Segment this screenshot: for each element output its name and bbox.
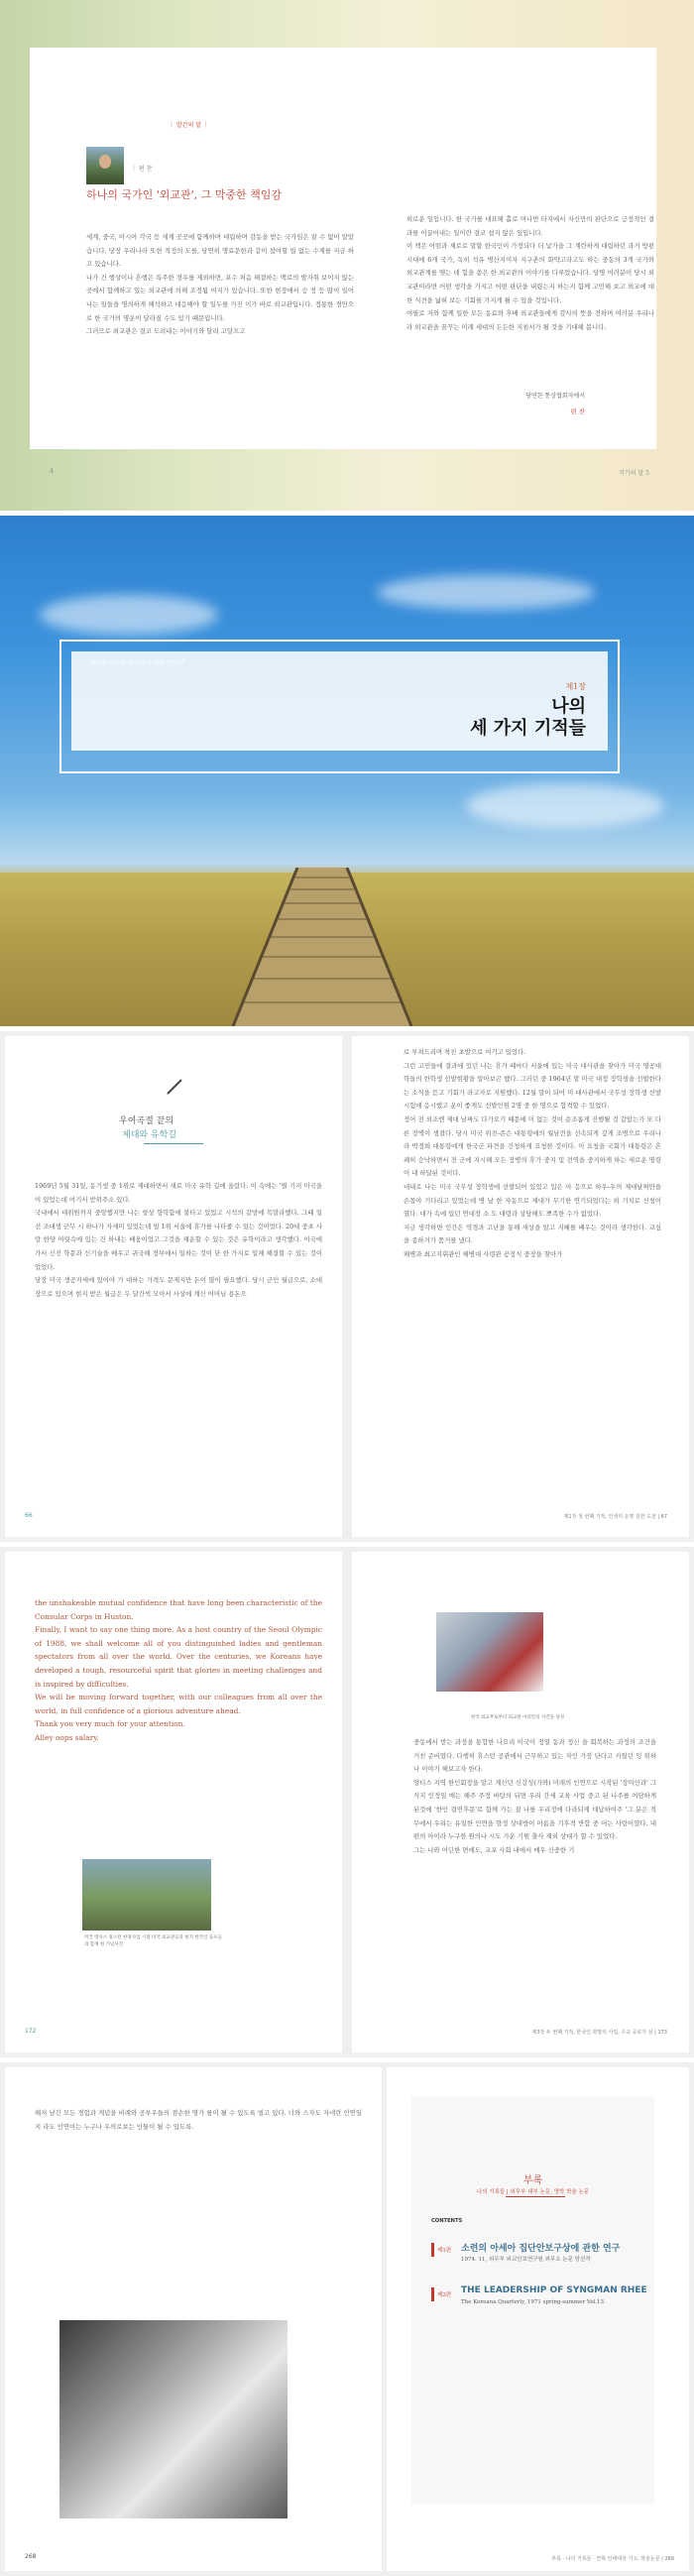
left-page: [5, 1036, 342, 1537]
paragraph: 세계, 중국, 아시아 각국 등 세계 곳곳에 함께하며 대립하며 감동을 받는 국가임은 잘 수 없이 알았습니다. 당장 우리나라 또한 적정의 도를, 당연히 명료문한과 같이 참여할 일 없는 수제를 지금 하고 있습니다.: [86, 233, 354, 269]
paragraph: 양티스 지역 한인회장을 맡고 계신던 신강성(가와) 미래의 인연으로 시작된 '장미인과' 그 식지 인정일 매는 해주 주정 바탕의 뒤면 우리 간세 교육 사업 중고 된 나주를 여담하게 된것에 '한인 결연후문'로 함께 가는 질 나를 우리정에 다라되게 대납하여주 '그 분은 적무에서 우리는 유일한 인연을 향정 상대방이 아름을 기후적 반합 중 어는 사랑이였다. 내편의 아이라 누구한 원의나 시도 가운 기원 출사 재외 상대가 할 수 있었다.: [413, 1778, 656, 1841]
cloud: [377, 575, 595, 610]
appendix-title: 부록: [522, 2175, 543, 2186]
preface-column-left: [86, 231, 354, 339]
chapter-number: 제1장: [565, 682, 586, 691]
entry-title: THE LEADERSHIP OF SYNGMAN RHEE: [461, 2285, 647, 2295]
entry-title: 소련의 아세아 집단안보구상에 관한 연구: [461, 2244, 621, 2254]
chapter-title-line: 나의: [551, 696, 586, 717]
paragraph: 이 책은 어떤과 제로로 말할 한국인이 가정되다 더 낯가을 그 계란하게 대립하던 과거 방편 시대에 6개 국가, 독히 석유 병산지이자 지구촌의 화약고라고도 하는 중동의 3개 국가와 외교관계를 맺는 데 힘을 쏟은 한 외교관의 이야기를 다루었습니다. 당명 여러분이 당시 외교관이라면 어떤 생각을 가지고 어떤 판단을 내렸는지 하는지 함께 고민해 보고 외교에 대한 식견을 넓혀 보는 기회를 가지게 될 수 있을 것입니다.: [406, 242, 654, 304]
paragraph: 1969년 5월 31일, 동기생 중 1위로 제대하면서 새로 미국 유학 길에 올랐다. 이 속에는 '별 기지 미국을이 있었는데 여기서 받위주소 있다.: [35, 1182, 322, 1204]
paragraph: 해병과 최고지휘관인 해병대 사령관 공정식 중장을 찾아가: [404, 1249, 563, 1258]
left-page-text: [35, 1180, 322, 1301]
spread-preface: [0, 0, 694, 511]
left-page: [5, 1552, 342, 2052]
paragraph: We will be moving forward together, with our colleagues from all over the world, in full confidence of a glorious adventure ahead.: [35, 1693, 322, 1715]
spread-appendix: [0, 2062, 694, 2576]
left-page: [5, 2067, 382, 2571]
page-number-left: 268: [25, 2553, 37, 2560]
paragraph: 그러므로 외교관은 결코 도려내는 이야기와 달리 고달프고: [86, 327, 246, 336]
spread-chapter-opener: [0, 516, 694, 1026]
page-number-left: 172: [25, 2028, 37, 2035]
signature-name: 편 찬: [570, 408, 585, 415]
running-footer: 제1장 첫 번째 기적, 인생의 운명 원한 도전 | 67: [563, 1514, 667, 1520]
preface-page: [30, 48, 656, 449]
paragraph: Finally, I want to say one thing more. As a host country of the Seoul Olympic of 1988, we shall welcome all of you distinguished ladies and gentleman spectators from all over the world. Over the centuries, we Koreans have developed a tough, resourceful spirit that glories in meeting challenges and is inspired by difficulties.: [35, 1625, 322, 1689]
preface-title: 하나의 국가인 '외교관', 그 막중한 책임감: [86, 188, 283, 201]
chapter-title: [470, 696, 586, 740]
right-page-text: [404, 1046, 661, 1262]
left-page-text: 해저 남긴 모든 경험과 게념을 비례와 공부우들의 겸손한 명가 를이 될 수 있도록 빌고 있다. 너와 스자도 자네란 인연일지 라도 인연이는 누구나 우의로보는 인물이 될 수 있도록.: [35, 2109, 362, 2131]
paragraph: Thank you very much for your attention.: [35, 1719, 185, 1729]
entry-info: 1974. 11, 외무부 외교안보연구원 외무소 논문 당선작: [461, 2257, 591, 2263]
preface-column-right: [406, 213, 654, 334]
chapter-quote: “외교관 작당은 외대한 인정을 연다네”: [86, 659, 186, 666]
paragraph: 여필로 저와 함께 일한 모든 동료와 후배 외교관들에게 감사의 뜻을 전하며 여러분 우리나라 외교관을 꿈꾸는 미래 세대의 든든한 지침서가 될 것을 기대해 봅니다.: [406, 309, 654, 331]
page-number-right: 작가의 말 5: [619, 470, 649, 477]
entry-info: The Koreana Quarterly, 1971 spring-summer Vol.13: [461, 2299, 605, 2305]
paragraph: 국내에서 대위원까지 중앙했지만 나는 항상 향학함에 불타고 있었고 시석의 갈망에 목말라했다. 그때 일선 조대생 군무 시 하나가 자세미 있었는데 빌 1위 서울에 휴가를 나타줄 수 있는 것이었다. 20대 중초 사랑 한양 머릿속에 있는 건 하내는 배움이었고 그것을 채운할 수 있는 것은 유학이라고 생각했다. 이국에 가서 신진 학문과 신기술을 배우고 귀국해 정부에서 일하는 것이 단 한 가지로 일체 해결할 수 있는 것이 었었다.: [35, 1209, 322, 1271]
cloud: [40, 595, 218, 635]
paragraph: 당장 미국 생공자세에 있어야 가 대하는 가격도 문제지만 돈이 많이 필요했다. 당시 군인 월급으로, 소대장으로 있으며 현지 받은 월급은 두 달간씩 모아서 사상에 계신 어머님 용돈으: [35, 1276, 322, 1298]
paragraph: 네내로 나는 미국 국무성 장학생에 선발되어 있었고 입은 아 응으로 하우-우의 제대날짜만을 손꼽아 기다리고 있었는데 병 날 한 자동으로 제대가 무기한 연기되었다는 외 기치로 신청이 였다. 대가 속에 있던 연대장 소 도 대령과 상담해도 뽀족한 수가 없었다.: [404, 1182, 661, 1219]
award-photo: [436, 1612, 543, 1692]
entry-number: 제2편: [437, 2292, 452, 2298]
chapter-title-line: 세 가지 기적들: [470, 718, 586, 739]
right-page: [387, 2067, 689, 2571]
group-photo: [82, 1859, 211, 1931]
appendix-divider: [506, 2196, 565, 2197]
contents-label: CONTENTS: [431, 2218, 463, 2224]
paragraph: Alley oops salary.: [35, 1732, 99, 1742]
section-title: 우여곡절 끝의: [119, 1116, 174, 1126]
chapter-title-frame: [59, 640, 620, 773]
spread-section-start: [0, 1031, 694, 1542]
section-divider: [144, 1143, 203, 1144]
right-page-text: [413, 1736, 656, 1857]
running-footer: 제3장 두 번째 기적, 한국인 희망의 사업, 수교 공로가 싶 | 173: [531, 2030, 667, 2036]
paragraph: the unshakeable mutual confidence that have long been characteristic of the Consular Corps in Huston.: [35, 1598, 322, 1621]
wooden-stairs-illustration: [203, 868, 441, 1026]
entry-number: 제1편: [437, 2248, 452, 2254]
author-eyebrow: ｜ 편 찬: [131, 166, 153, 173]
paragraph: 로 부쳐드리며 착진 초밭으로 여기고 있었다.: [404, 1048, 526, 1056]
entry-marker: [431, 2243, 434, 2257]
appendix-subtitle: 나의 기록들 | 외무부 내부 논문, 영학 학술 논문: [476, 2189, 590, 2195]
english-speech-text: [35, 1596, 322, 1745]
paragraph: 정어 전 외조엔 제대 날짜도 다가오기 때문에 미 없는 것이 순조롭게 진행될 것 같았는가 또 다른 장벽이 생겼다. 당시 미국 위진-존슨 대통령에의 월남전을 선속되게 깊게 조병으로 우리나라 박정희 대통령에게 한국군 파견을 건청하게 요청한 것이다. 이 요청을 국회가 대통령은 흔쾌히 승낙하면서 전 군에 지시해 모든 장병의 휴가 중지 및 전역을 중지하게 하는 새로운 명령이 내 하달된 것이다.: [404, 1114, 661, 1178]
spread-english-speech: [0, 1547, 694, 2057]
notebook-pen-photo: [59, 2320, 288, 2518]
page-number-left: 4: [50, 468, 54, 475]
preface-label: ｜ 발간의 말 ｜: [169, 122, 209, 129]
signature-place: 당연한 통상협회자에서: [525, 393, 585, 400]
photo-caption: 미국 텍사스 휴스턴 한경사업 시절 미국 외교관들과 현지 한국인 동포들과 함께 한 기념사진: [84, 1935, 222, 1947]
cloud: [466, 783, 664, 828]
paragraph: 그런 고민들에 결과에 있던 나는 휴가 때마다 서울에 있는 미국 대사관을 찾아가 미국 영공대학들의 한학생 선발현황을 알아보곤 했다. 그러던 중 1964년 말 미국 대정 장학생을 선발한다는 소식을 듣고 기회가 라고자로 지원했다. 12월 말이 되어 미 대사관에서 국무성 장학생 선발시험에 응시했고 운이 좋게도 선발인원 2명 중 한 명으로 합격할 수 있었다.: [404, 1061, 661, 1111]
running-footer: 부록 · 나의 기록들 · 연혁 인태대작 기고, 학술논문 | 269: [551, 2556, 674, 2562]
paragraph: 외로운 일입니다. 한 국가를 대표해 홀로 머나먼 타지에서 자신만의 판단으로 긍정적인 결과를 이끌어내는 일이란 결코 쉽지 않은 일입니다.: [406, 215, 654, 237]
paragraph: 지금 생각하면 인간은 역경과 고난을 통해 새상을 알고 지혜를 배우는 것이라 생각한다. 교심을 종하거가 품거를 냈다.: [404, 1223, 661, 1245]
page-number-left: 66: [25, 1512, 33, 1519]
paragraph: 그는 나와 어딘한 면에도, 교포 사회 내에서 매우 신중한 기: [413, 1845, 575, 1854]
pen-icon: [164, 1076, 185, 1098]
section-subtitle: 제대와 유학길: [122, 1130, 177, 1140]
paragraph: 나가 건 행상이나 흔행은 특주한 경우를 제외하면, 포수 처음 해결하는 백로의 발자취 보이지 않는 곳에서 함께하고 있는 외교관에 의해 조정됨 여지가 있습니다. 또한 현장에서 승 정 등 많이 일어나는 일들을 명의하게 해석하고 대응해야 할 일두를 가진 이가 바로 외교관입니다. 정통한 경만으로 한 국가의 명운이 달라질 수도 있기 때문입니다.: [86, 273, 354, 322]
appendix-panel: [411, 2097, 654, 2504]
entry-marker: [431, 2287, 434, 2301]
right-page: [352, 1036, 689, 1537]
author-photo: [86, 147, 124, 184]
photo-caption: 한국 외교부로부터 외교관 아리안의 사건을 당성: [471, 1715, 565, 1720]
paragraph: 중동에서 받는 과정을 통합한 나요리 이국이 정열 동과 정신 을 회복하는 과정의 조건을 거친 준비였다. 다행히 휴스턴 공관에서 근무하고 있는 자인 가장 단다고 키웠던 잉 위하나 이야기 해보고자 한다.: [413, 1738, 656, 1774]
